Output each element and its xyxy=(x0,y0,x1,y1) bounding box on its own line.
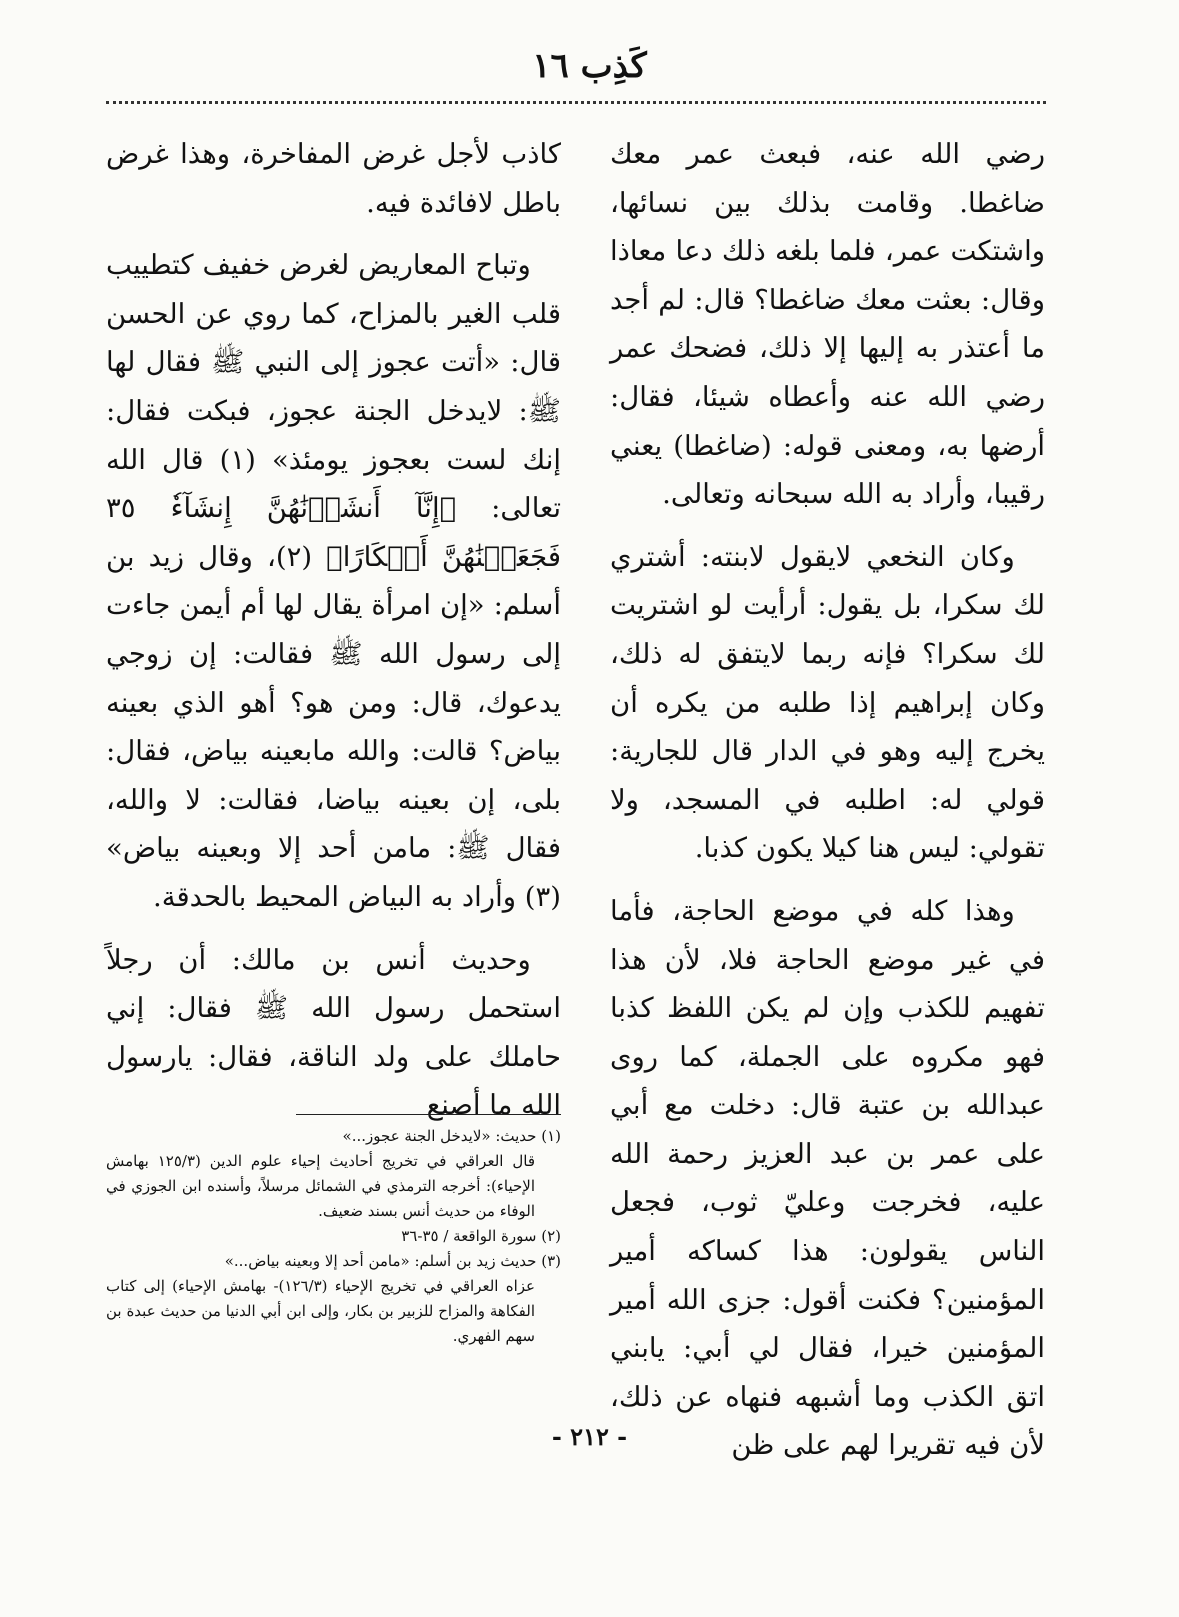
left-text-column xyxy=(106,130,561,1144)
footnote-label: (٣) حديث زيد بن أسلم: «مامن أحد إلا وبعينه بياض...» xyxy=(224,1252,561,1270)
page-number: - ٢١٢ - xyxy=(551,1422,628,1451)
footnote-label: (٢) سورة الواقعة / ٣٥-٣٦ xyxy=(401,1227,561,1245)
header-dotted-rule xyxy=(106,101,1046,104)
footnote-body: عزاه العراقي في تخريج الإحياء (١٢٦/٣)- بهامش الإحياء) إلى كتاب الفكاهة والمزاح للزبير بن بكار، وإلى ابن أبي الدنيا من حديث عبدة بن سهم الفهري. xyxy=(106,1277,535,1345)
footnote-separator xyxy=(296,1114,561,1115)
page-header-title: كَذِب ١٦ xyxy=(532,46,647,86)
paragraph: وكان النخعي لايقول لابنته: أشتري لك سكرا، بل يقول: أرأيت لو اشتريت لك سكرا؟ فإنه ربما لايتفق له ذلك، وكان إبراهيم إذا طلبه من يكره أن يخرج إليه وهو في الدار قال للجارية: قولي له: اطلبه في المسجد، ولا تقولي: ليس هنا كيلا يكون كذبا. xyxy=(610,540,1045,865)
paragraph: وحديث أنس بن مالك: أن رجلاً استحمل رسول الله ﷺ فقال: إني حاملك على ولد الناقة، فقال: يارسول الله ما أصنع xyxy=(106,943,561,1122)
paragraph: وهذا كله في موضع الحاجة، فأما في غير موضع الحاجة فلا، لأن هذا تفهيم للكذب وإن لم يكن اللفظ كذبا فهو مكروه على الجملة، كما روى عبدالله بن عتبة قال: دخلت مع أبي على عمر بن عبد العزيز رحمة الله عليه، فخرجت وعليّ ثوب، فجعل الناس يقولون: هذا كساكه أمير المؤمنين؟ فكنت أقول: جزى الله أمير المؤمنين خيرا، فقال لي أبي: يابني اتق الكذب وما أشبهه فنهاه عن ذلك، لأن فيه تقريرا لهم على ظن xyxy=(610,894,1045,1462)
paragraph: كاذب لأجل غرض المفاخرة، وهذا غرض باطل لافائدة فيه. xyxy=(106,138,561,219)
footnote-body: قال العراقي في تخريج أحاديث إحياء علوم الدين (١٢٥/٣ بهامش الإحياء): أخرجه الترمذي في الشمائل مرسلاً، وأسنده ابن الجوزي في الوفاء من حديث أنس بسند ضعيف. xyxy=(106,1152,535,1220)
footnotes xyxy=(106,1124,561,1349)
right-text-column xyxy=(610,130,1045,1484)
footnote-label: (١) حديث: «لايدخل الجنة عجوز...» xyxy=(342,1127,561,1145)
paragraph: وتباح المعاريض لغرض خفيف كتطييب قلب الغير بالمزاح، كما روي عن الحسن قال: «أتت عجوز إلى النبي ﷺ فقال لها ﷺ: لايدخل الجنة عجوز، فبكت فقال: إنك لست بعجوز يومئذ» (١) قال الله تعالى: ﴿إِنَّآ أَنشَأۡنَٰهُنَّ إِنشَآءٗ ٣٥ فَجَعَلۡنَٰهُنَّ أَبۡكَارًا﴾ (٢)، وقال زيد بن أسلم: «إن امرأة يقال لها أم أيمن جاءت إلى رسول الله ﷺ فقالت: إن زوجي يدعوك، قال: ومن هو؟ أهو الذي بعينه بياض؟ قالت: والله مابعينه بياض، فقال: بلى، إن بعينه بياضا، فقالت: لا والله، فقال ﷺ: مامن أحد إلا وبعينه بياض» (٣) وأراد به البياض المحيط بالحدقة. xyxy=(106,249,562,913)
paragraph: رضي الله عنه، فبعث عمر معك ضاغطا. وقامت بذلك بين نسائها، واشتكت عمر، فلما بلغه ذلك دعا معاذا وقال: بعثت معك ضاغطا؟ قال: لم أجد ما أعتذر به إليها إلا ذلك، فضحك عمر رضي الله عنه وأعطاه شيئا، فقال: أرضها به، ومعنى قوله: (ضاغطا) يعني رقيبا، وأراد به الله سبحانه وتعالى. xyxy=(610,138,1045,511)
